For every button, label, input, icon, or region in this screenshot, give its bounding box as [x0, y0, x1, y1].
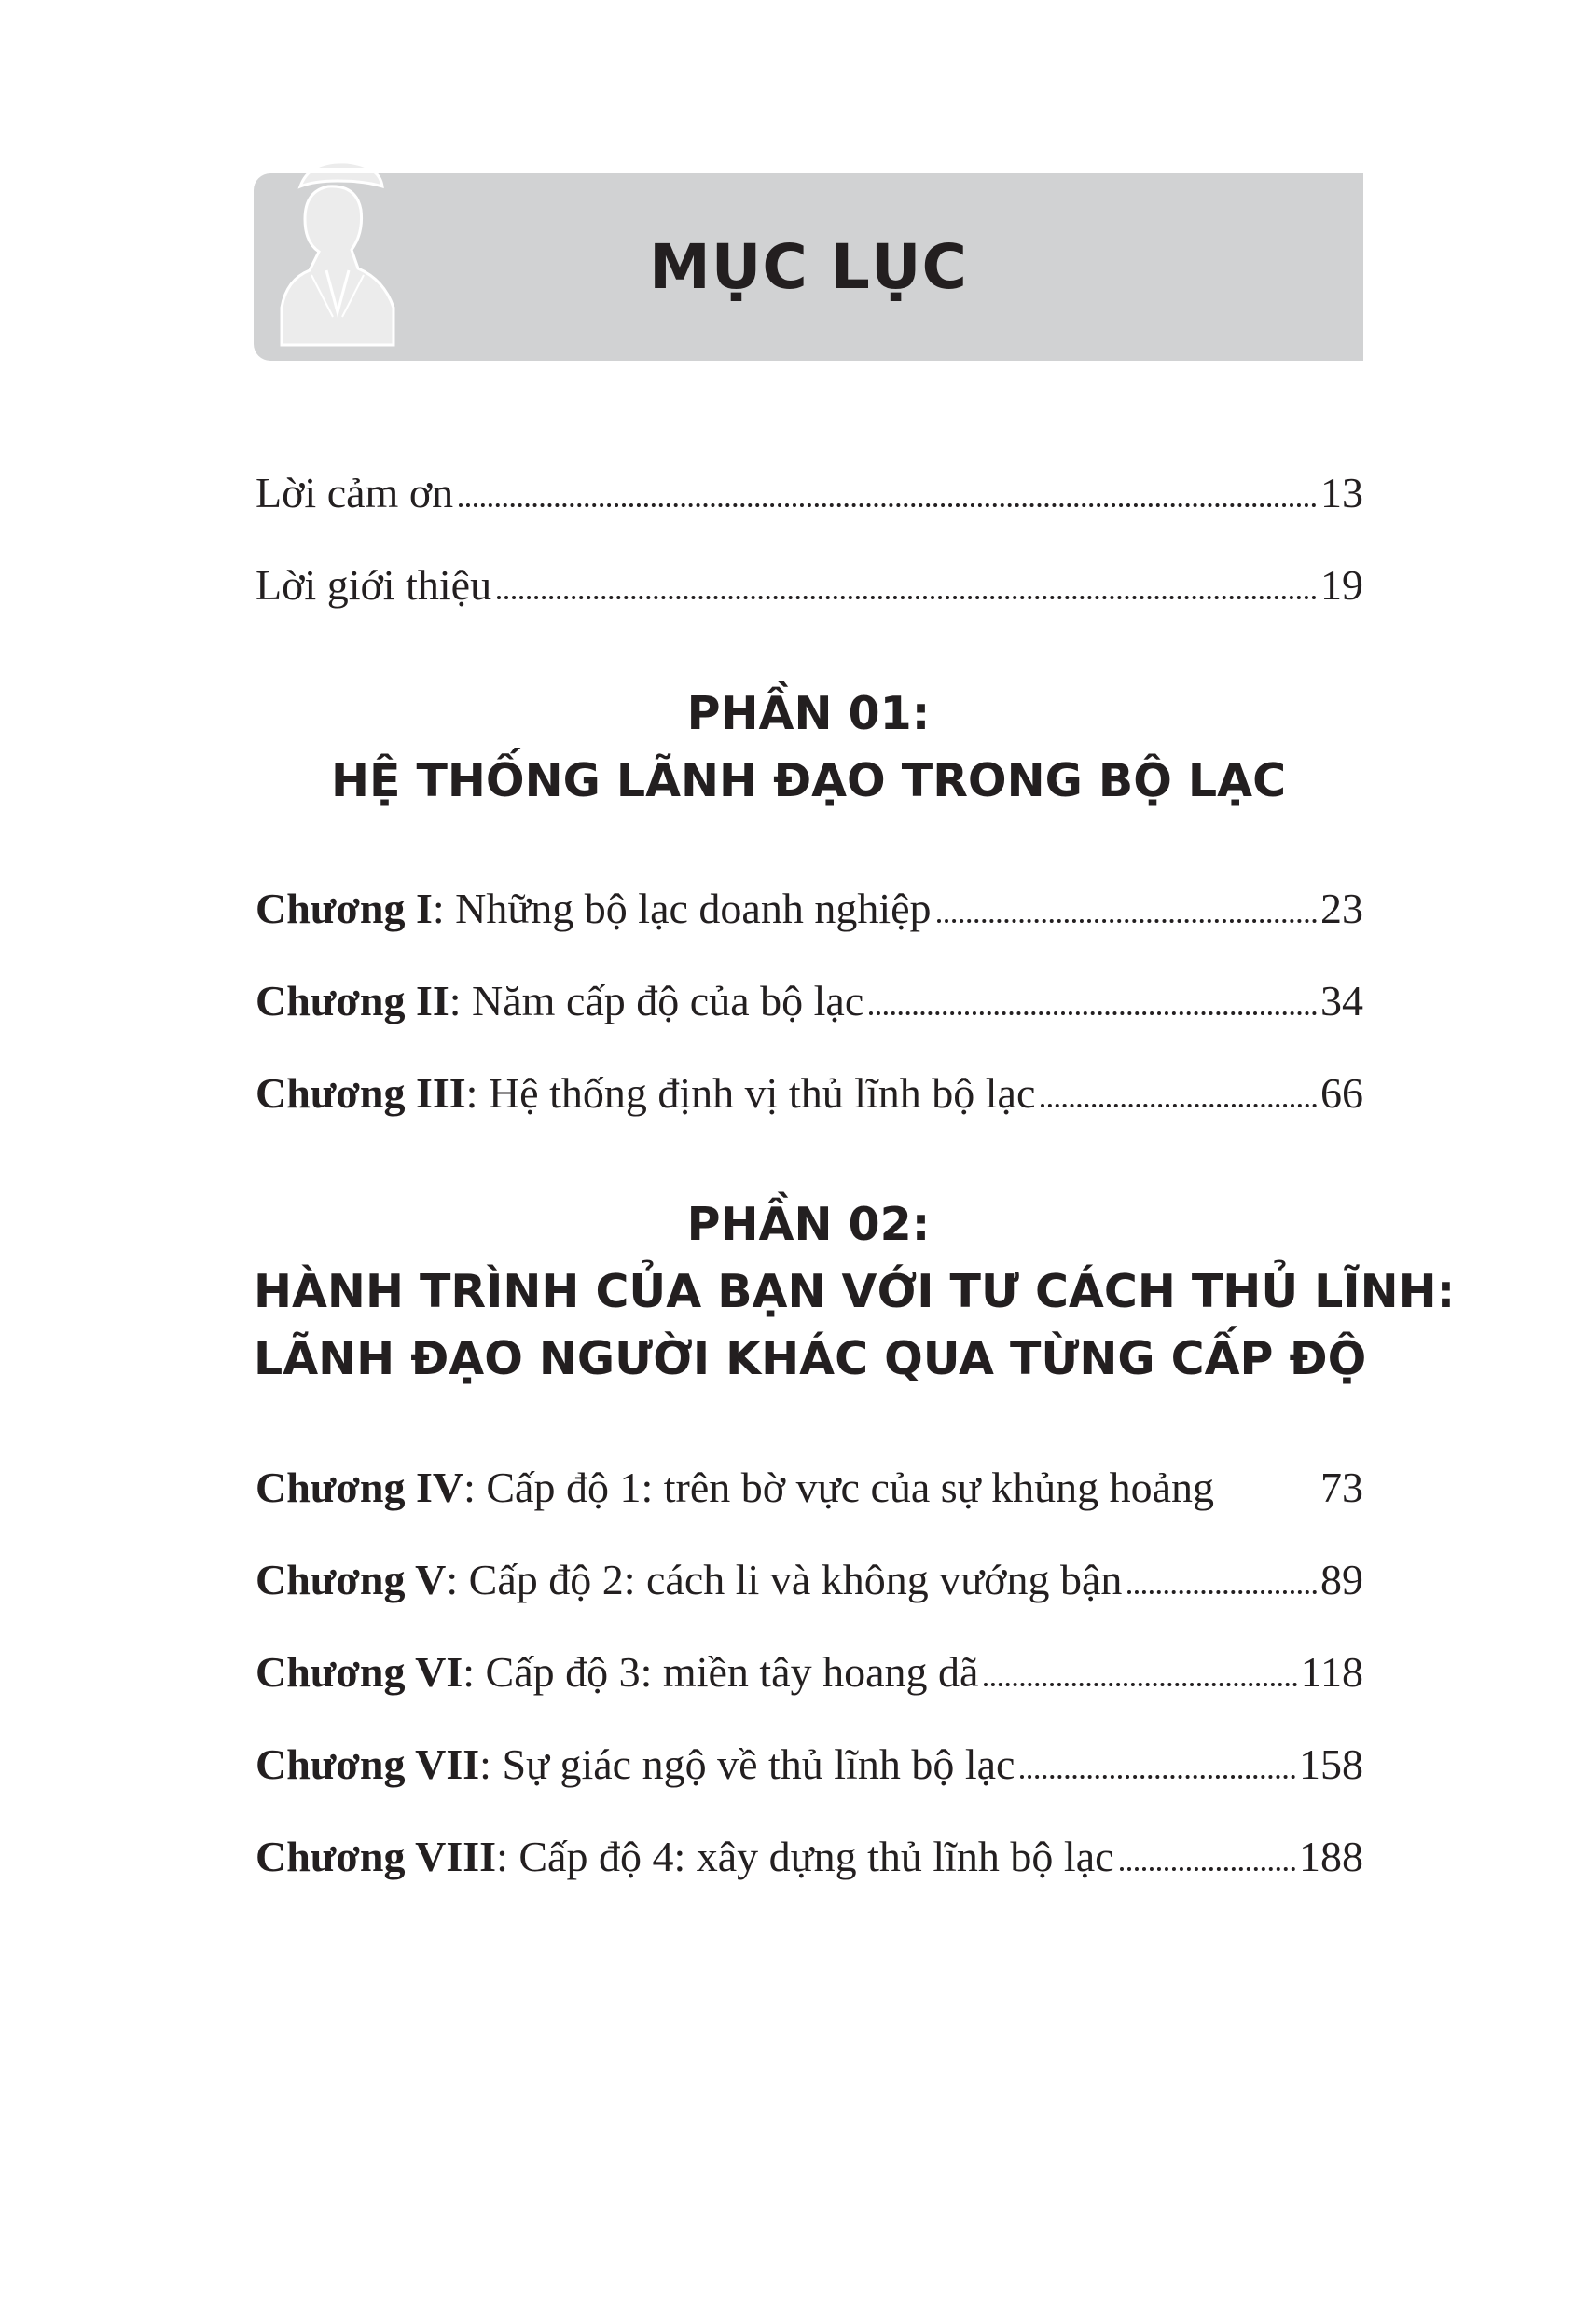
chapter-title: Cấp độ 3: miền tây hoang dã [485, 1648, 979, 1696]
chapter-title: Năm cấp độ của bộ lạc [472, 977, 864, 1024]
chapter-number: Chương IV [256, 1464, 464, 1511]
chapter-separator: : [432, 885, 456, 932]
chapter-number: Chương II [256, 977, 449, 1024]
dot-leader [459, 503, 1317, 507]
chapter-title: Hệ thống định vị thủ lĩnh bộ lạc [488, 1069, 1036, 1117]
chapter-separator: : [463, 1464, 487, 1511]
dot-leader [1127, 1590, 1317, 1594]
toc-entry-label [256, 887, 932, 930]
toc-page-number: 23 [1320, 885, 1363, 932]
chapter-number: Chương VII [256, 1740, 480, 1788]
toc-entry-chapter-4[interactable] [256, 1444, 1363, 1509]
chapter-separator: : [465, 1069, 489, 1117]
toc-entry-label [256, 977, 864, 1024]
chapter-separator: : [496, 1833, 519, 1880]
part-02-heading [254, 1191, 1456, 1393]
toc-entry-label: Lời cảm ơn [256, 469, 454, 516]
toc-entry-label [256, 1740, 1015, 1788]
chapter-title: Cấp độ 1: trên bờ vực của sự khủng hoảng [486, 1464, 1215, 1511]
toc-page-number: 89 [1320, 1556, 1363, 1603]
toc-page-number: 73 [1320, 1464, 1363, 1511]
toc-page-number: 188 [1299, 1833, 1363, 1880]
dot-leader [869, 1011, 1317, 1015]
dot-leader [937, 919, 1317, 923]
toc-entry-chapter-2[interactable] [256, 957, 1363, 1023]
toc-entry-chapter-1[interactable] [256, 865, 1363, 930]
page-title: MỤC LỤC [649, 231, 968, 303]
toc-page-number: 34 [1320, 977, 1363, 1024]
chapter-number: Chương VIII [256, 1833, 497, 1880]
part-heading-line: PHẦN 02: [686, 1198, 931, 1251]
toc-entry-chapter-3[interactable] [256, 1050, 1363, 1115]
chapter-separator: : [463, 1648, 486, 1696]
chapter-separator: : [449, 977, 473, 1024]
toc-entry-chapter-7[interactable] [256, 1721, 1363, 1786]
toc-entry-chapter-5[interactable] [256, 1536, 1363, 1602]
dot-leader [1041, 1104, 1317, 1107]
chapter-number: Chương V [256, 1556, 447, 1603]
toc-entry-label [256, 1466, 1214, 1509]
toc-entry-label [256, 1648, 979, 1696]
toc-entry-chapter-6[interactable] [256, 1629, 1363, 1694]
dot-leader [1020, 1775, 1295, 1779]
dot-leader [1120, 1867, 1295, 1871]
chapter-title: Cấp độ 4: xây dựng thủ lĩnh bộ lạc [518, 1833, 1114, 1880]
chapter-title: Những bộ lạc doanh nghiệp [455, 885, 932, 932]
part-heading-line: LÃNH ĐẠO NGƯỜI KHÁC QUA TỪNG CẤP ĐỘ [254, 1332, 1367, 1385]
toc-page-number: 158 [1299, 1740, 1363, 1788]
toc-entry-label: Lời giới thiệu [256, 561, 492, 609]
toc-page-number: 118 [1300, 1648, 1363, 1696]
toc-entry-label [256, 1833, 1114, 1880]
toc-page-number: 66 [1320, 1069, 1363, 1117]
toc-page-number: 13 [1320, 469, 1363, 516]
dot-leader [497, 596, 1317, 599]
chapter-number: Chương III [256, 1069, 466, 1117]
toc-entry-introduction[interactable] [256, 542, 1363, 607]
part-heading-line: HỆ THỐNG LÃNH ĐẠO TRONG BỘ LẠC [330, 754, 1287, 807]
toc-entry-acknowledgements[interactable] [256, 449, 1363, 515]
toc-entry-chapter-8[interactable] [256, 1813, 1363, 1878]
chapter-number: Chương I [256, 885, 433, 932]
chapter-separator: : [479, 1740, 503, 1788]
part-heading-line: PHẦN 01: [686, 687, 931, 740]
toc-entry-label [256, 1556, 1123, 1603]
chapter-title: Cấp độ 2: cách li và không vướng bận [468, 1556, 1123, 1603]
toc-entry-label [256, 1069, 1036, 1117]
chapter-title: Sự giác ngộ về thủ lĩnh bộ lạc [502, 1740, 1015, 1788]
part-heading-line: HÀNH TRÌNH CỦA BẠN VỚI TƯ CÁCH THỦ LĨNH: [254, 1265, 1456, 1318]
chapter-separator: : [446, 1556, 469, 1603]
dot-leader [984, 1683, 1296, 1686]
toc-page-number: 19 [1320, 561, 1363, 609]
dot-leader [1220, 1498, 1317, 1502]
part-01-heading [254, 681, 1363, 815]
chapter-number: Chương VI [256, 1648, 463, 1696]
